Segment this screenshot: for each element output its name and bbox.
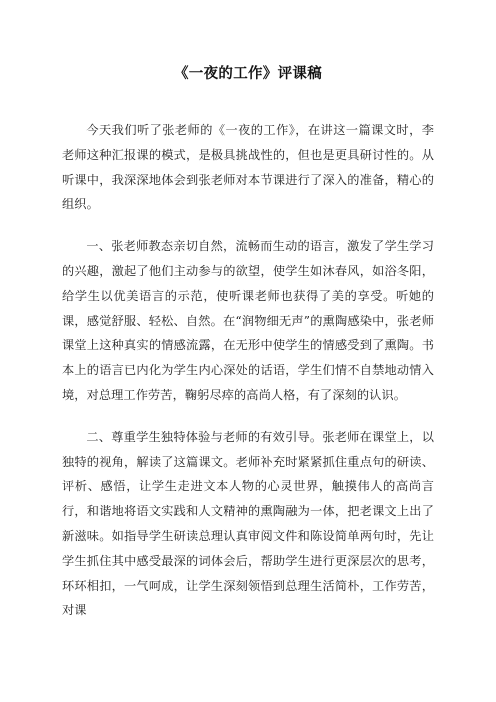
paragraph-point-one: 一、张老师教态亲切自然，流畅而生动的语言，激发了学生学习的兴趣，激起了他们主动参与的欲望，使学生如沐春风，如浴冬阳，给学生以优美语言的示范，使听课老师也获得了美的享受。听她的课，感觉舒服、轻松、自然。在“润物细无声”的熏陶感染中，张老师课堂上这种真实的情感流露，在无形中使学生的情感受到了熏陶。书本上的语言已内化为学生内心深处的话语，学生们情不自禁地动情入境，对总理工作劳苦，鞠躬尽瘁的高尚人格，有了深刻的认识。 xyxy=(62,239,434,402)
document-title: 《一夜的工作》评课稿 xyxy=(174,66,322,82)
paragraph-point-two: 二、尊重学生独特体验与老师的有效引导。张老师在课堂上，以独特的视角，解读了这篇课文。老师补充时紧紧抓住重点句的研读、评析、感悟，让学生走进文本人物的心灵世界，触摸伟人的高尚言行，和谐地将语文实践和人文精神的熏陶融为一体，把老课文上出了新滋味。如指导学生研读总理认真审阅文件和陈设简单两句时，先让学生抓住其中感受最深的词体会后，帮助学生进行更深层次的思考，环环相扣，一气呵成，让学生深刻领悟到总理生活简朴，工作劳苦，对课 xyxy=(62,429,434,618)
paragraph-intro: 今天我们听了张老师的《一夜的工作》，在讲这一篇课文时，李老师这种汇报课的模式，是极具挑战性的，但也是更具研讨性的。从听课中，我深深地体会到张老师对本节课进行了深入的准备，精心的组织。 xyxy=(62,123,434,212)
document-body xyxy=(62,118,434,623)
